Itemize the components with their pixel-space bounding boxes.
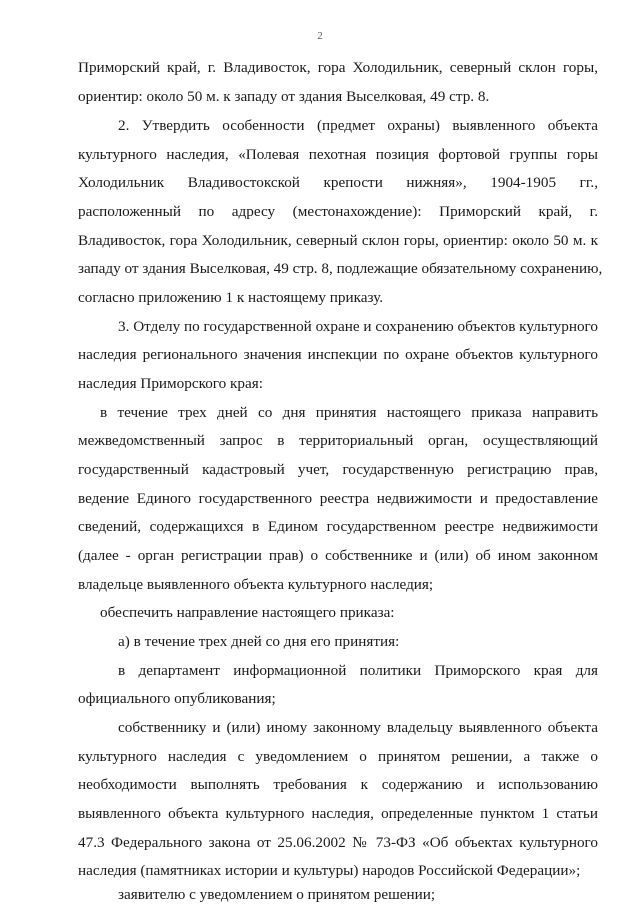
text-line: необходимости выполнять требования к содержанию и использованию (78, 776, 598, 793)
text-line: Владивосток, гора Холодильник, северный склон горы, ориентир: около 50 м. к (78, 232, 598, 249)
page-number: 2 (317, 30, 323, 42)
text-line: Приморский край, г. Владивосток, гора Холодильник, северный склон горы, (78, 59, 598, 76)
text-line: заявителю с уведомлением о принятом решении; (118, 886, 436, 903)
text-line: 47.3 Федерального закона от 25.06.2002 № 73-ФЗ «Об объектах культурного (78, 834, 598, 851)
text-line: Холодильник Владивостокской крепости нижняя», 1904-1905 гг., (78, 174, 598, 191)
text-line: культурного наследия, «Полевая пехотная позиция фортовой группы горы (78, 146, 598, 163)
text-line: наследия Приморского края: (78, 375, 263, 392)
text-line: межведомственный запрос в территориальный орган, осуществляющий (78, 432, 598, 449)
text-line: наследия (памятниках истории и культуры) народов Российской Федерации»; (78, 862, 581, 879)
text-line: владельце выявленного объекта культурного наследия; (78, 576, 434, 593)
text-line: государственный кадастровый учет, государственную регистрацию прав, (78, 461, 598, 478)
text-line: (далее - орган регистрации прав) о собственнике и (или) об ином законном (78, 547, 598, 564)
text-line: западу от здания Выселковая, 49 стр. 8, подлежащие обязательному сохранению, (78, 260, 603, 277)
text-line: расположенный по адресу (местонахождение): Приморский край, г. (78, 203, 598, 220)
text-line: в департамент информационной политики Приморского края для (118, 662, 598, 679)
text-line: культурного наследия с уведомлением о принятом решении, а также о (78, 748, 598, 765)
text-line: наследия регионального значения инспекции по охране объектов культурного (78, 346, 598, 363)
text-line: 2. Утвердить особенности (предмет охраны) выявленного объекта (118, 117, 598, 134)
text-line: ведение Единого государственного реестра недвижимости и предоставление (78, 490, 598, 507)
text-line: а) в течение трех дней со дня его принятия: (118, 633, 400, 650)
text-line: официального опубликования; (78, 690, 276, 707)
text-line: в течение трех дней со дня принятия настоящего приказа направить (100, 404, 598, 421)
text-line: выявленного объекта культурного наследия, определенные пунктом 1 статьи (78, 805, 598, 822)
text-line: согласно приложению 1 к настоящему приказу. (78, 289, 384, 306)
text-line: сведений, содержащихся в Едином государственном реестре недвижимости (78, 518, 598, 535)
text-line: обеспечить направление настоящего приказа: (100, 604, 395, 621)
text-line: ориентир: около 50 м. к западу от здания Выселковая, 49 стр. 8. (78, 88, 490, 105)
text-line: 3. Отделу по государственной охране и сохранению объектов культурного (118, 318, 598, 335)
text-line: собственнику и (или) иному законному владельцу выявленного объекта (118, 719, 598, 736)
